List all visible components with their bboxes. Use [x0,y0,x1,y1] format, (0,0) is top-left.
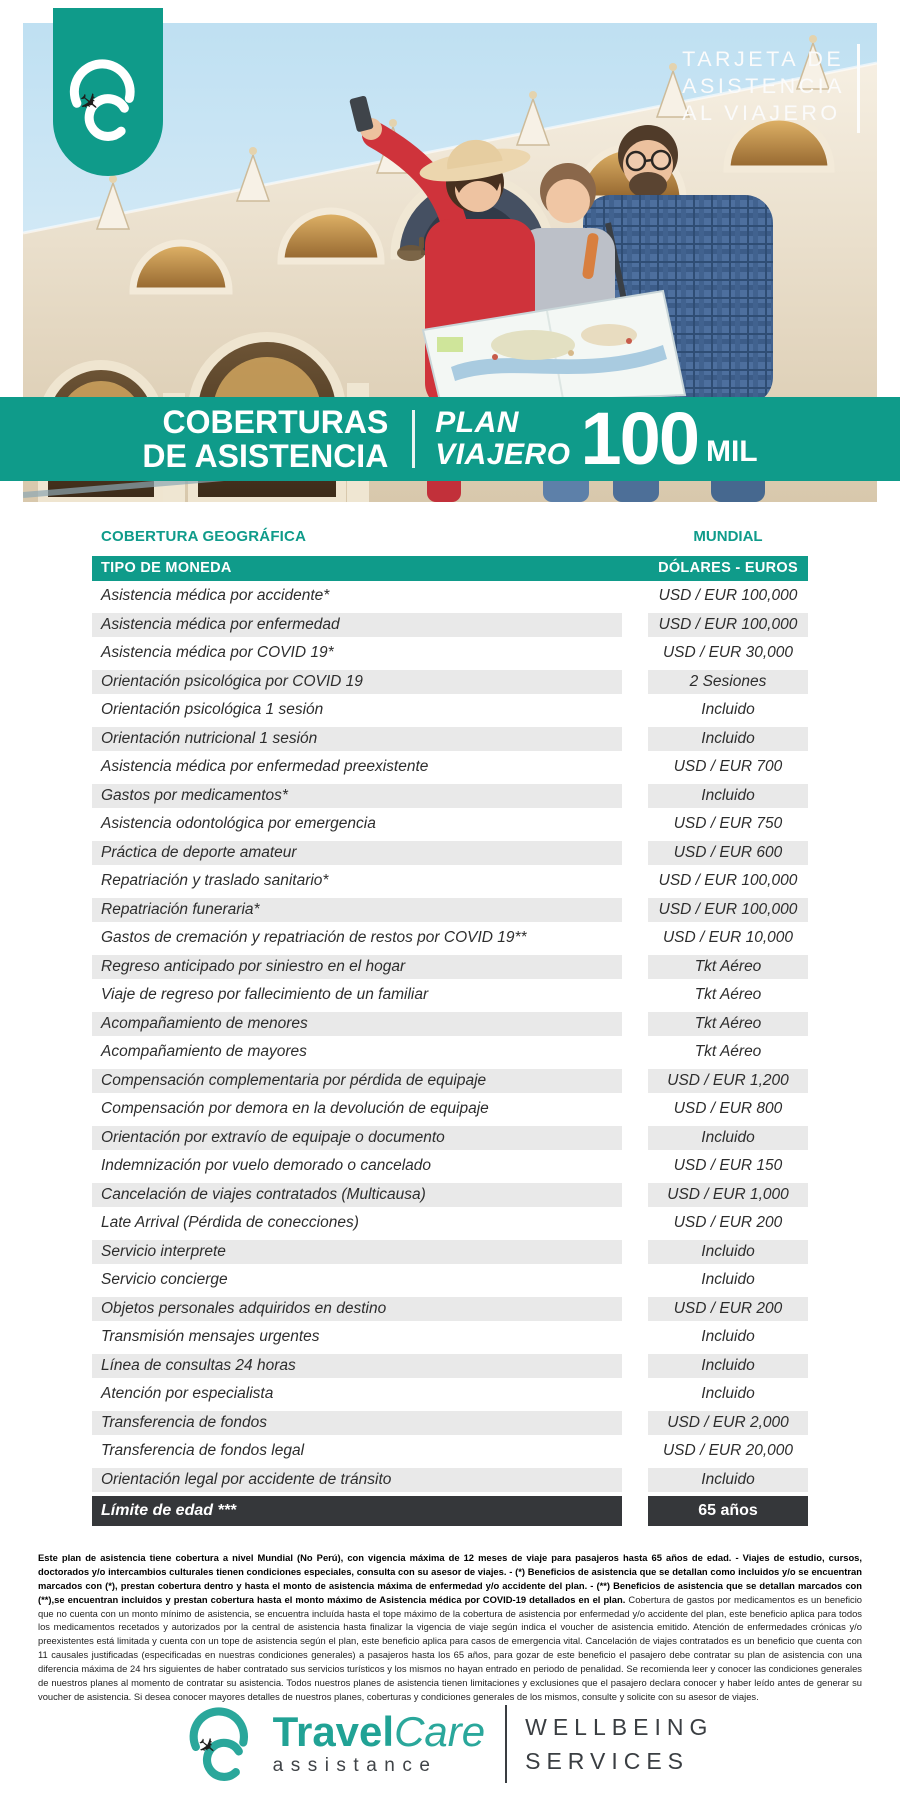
table-row [92,1211,808,1236]
footer-services [525,1710,713,1778]
table-row [92,1240,808,1265]
coverage-label: Límite de edad *** [92,1496,622,1526]
banner-title [142,405,388,473]
coverage-label: Atención por especialista [101,1385,274,1402]
banner-plan-line2: VIAJERO [435,438,571,471]
coverage-value: USD / EUR 200 [673,1214,783,1231]
coverage-label: Regreso anticipado por siniestro en el hogar [92,955,622,980]
coverage-label: Repatriación y traslado sanitario* [101,872,329,889]
coverage-value: 2 Sesiones [648,670,808,695]
coverage-value: Incluido [701,1271,755,1288]
footer-divider [505,1705,507,1783]
coverage-value: USD / EUR 700 [673,758,783,775]
coverage-value: USD / EUR 100,000 [658,872,798,889]
coverage-label: Orientación legal por accidente de tránsito [92,1468,622,1493]
coverage-value: USD / EUR 800 [673,1100,783,1117]
coverage-value: Tkt Aéreo [694,1043,762,1060]
coverage-label: Indemnización por vuelo demorado o cancelado [101,1157,432,1174]
coverage-value: Incluido [701,1385,755,1402]
travelcare-monogram-icon [67,52,149,148]
coverage-value: Tkt Aéreo [648,1012,808,1037]
coverage-label: Late Arrival (Pérdida de conecciones) [101,1214,359,1231]
footer-services-line: SERVICES [525,1748,690,1774]
table-row [92,1468,808,1493]
coverage-label: Transferencia de fondos [92,1411,622,1436]
banner-divider [412,410,415,468]
currency-label: TIPO DE MONEDA [101,560,232,576]
coverage-label: Servicio concierge [101,1271,228,1288]
table-row [92,1040,808,1065]
coverage-label: Orientación nutricional 1 sesión [92,727,622,752]
footer-wellbeing: WELLBEING [525,1714,714,1740]
coverage-value: USD / EUR 150 [673,1157,783,1174]
travelcare-badge [53,8,163,176]
tagline-line: AL VIAJERO [682,101,841,125]
coverage-label: Repatriación funeraria* [92,898,622,923]
table-row [92,1154,808,1179]
footer-logo [0,1700,900,1788]
geo-row [92,528,808,556]
tagline [682,44,860,133]
coverage-value: USD / EUR 200 [648,1297,808,1322]
coverage-value: USD / EUR 30,000 [662,644,794,661]
coverage-label: Compensación complementaria por pérdida de equipaje [92,1069,622,1094]
coverage-label: Viaje de regreso por fallecimiento de un familiar [101,986,429,1003]
table-row [92,1382,808,1407]
table-row [92,983,808,1008]
coverage-label: Línea de consultas 24 horas [92,1354,622,1379]
age-limit-row [92,1496,808,1526]
table-row [92,755,808,780]
geo-value: MUNDIAL [693,528,763,545]
coverage-label: Acompañamiento de mayores [101,1043,307,1060]
coverage-value: Incluido [648,1126,808,1151]
coverage-value: USD / EUR 20,000 [662,1442,794,1459]
banner-plan [435,407,570,471]
table-row [92,812,808,837]
coverage-value: Tkt Aéreo [694,986,762,1003]
plane-icon: ✈ [72,86,106,121]
table-row [92,1012,808,1037]
table-row [92,584,808,609]
table-row [92,613,808,638]
table-row [92,727,808,752]
table-row [92,1297,808,1322]
table-row [92,1411,808,1436]
coverage-label: Asistencia médica por accidente* [101,587,330,604]
coverage-value: Incluido [701,701,755,718]
coverage-value: Tkt Aéreo [648,955,808,980]
coverage-label: Acompañamiento de menores [92,1012,622,1037]
coverage-label: Transmisión mensajes urgentes [101,1328,320,1345]
table-row [92,670,808,695]
coverage-label: Asistencia médica por COVID 19* [101,644,334,661]
coverage-value: USD / EUR 2,000 [648,1411,808,1436]
coverage-label: Gastos por medicamentos* [92,784,622,809]
plane-icon: ✈ [191,1730,222,1762]
coverage-value: Incluido [701,1328,755,1345]
coverage-value: Incluido [648,1240,808,1265]
brand-assistance: assistance [272,1755,438,1776]
coverage-value: USD / EUR 10,000 [662,929,794,946]
coverage-label: Transferencia de fondos legal [101,1442,305,1459]
coverage-label: Cancelación de viajes contratados (Multicausa) [92,1183,622,1208]
table-row [92,784,808,809]
plan-amount-unit: MIL [705,435,758,468]
coverage-value: USD / EUR 100,000 [648,613,808,638]
coverage-label: Práctica de deporte amateur [92,841,622,866]
coverage-label: Orientación por extravío de equipaje o documento [92,1126,622,1151]
coverage-value: Incluido [648,1354,808,1379]
table-row [92,1268,808,1293]
coverage-value: USD / EUR 1,000 [648,1183,808,1208]
table-row [92,698,808,723]
table-row [92,841,808,866]
table-row [92,1183,808,1208]
coverage-value: USD / EUR 750 [673,815,783,832]
plan-amount: 100 [580,397,698,480]
coverage-label: Gastos de cremación y repatriación de restos por COVID 19** [101,929,527,946]
coverage-label: Asistencia odontológica por emergencia [101,815,376,832]
table-row [92,1126,808,1151]
brand-wordmark [272,1708,486,1777]
coverage-label: Orientación psicológica por COVID 19 [92,670,622,695]
coverage-value: USD / EUR 100,000 [658,587,798,604]
coverage-label: Asistencia médica por enfermedad [92,613,622,638]
travelcare-monogram-icon [187,1700,261,1788]
currency-value: DÓLARES - EUROS [658,560,798,576]
table-row [92,869,808,894]
coverage-value: Incluido [648,727,808,752]
brand-travel: Travel [272,1708,395,1755]
table-row [92,641,808,666]
coverage-label: Compensación por demora en la devolución de equipaje [101,1100,489,1117]
brand-care: Care [394,1708,486,1755]
banner-title-line2: DE ASISTENCIA [142,438,389,474]
coverage-value: Incluido [648,784,808,809]
coverage-rows [92,584,808,1526]
disclaimer-regular: Cobertura de gastos por medicamentos es un beneficio que no cuenta con un monto mínimo de asistencia, se encuentra incluída hasta el tope máximo de la cobertura de asistencia por enfermedad y/o accidente del plan, este beneficio aplica para todos los medicamentos recetados y autorizados por la central de asistencia hasta finalizar la vigencia de viaje según indica el voucher de asistencia emitido. Atención de enfermedades crónicas y/o preexistentes está limitada y cuenta con un tope de asistencia según el plan, este beneficio aplica para casos de emergencia vital. Cancelación de viajes contratados es un beneficio que cuenta con 11 causales justificadas (especificadas en nuestras condiciones generales) a pasajeros hasta los 65 años, para gozar de este beneficio el pasajero debe contratar su plan de asistencia con una diferencia máxima de 24 hrs siguientes de haber contratado sus servicios turísticos y los mismos no hayan entrado en periodo de penalidad. Se recomienda leer y conocer las condiciones generales de nuestros planes al momento de contratar su asistencia. Todos nuestros planes de asistencia tienen limitaciones y exclusiones que el pasajero declara conocer y haber leído antes de generar su voucher de asistencia. Si desea conocer mayores detalles de nuestros planes, coberturas y condiciones generales de los mismos, consulte y solicite con su asesor de viajes. [38,1593,863,1702]
coverage-value: USD / EUR 100,000 [648,898,808,923]
coverage-value: 65 años [648,1496,808,1526]
tagline-line: TARJETA DE [682,47,845,71]
table-row [92,926,808,951]
coverage-value: USD / EUR 1,200 [648,1069,808,1094]
disclaimer-bold: Este plan de asistencia tiene cobertura a nivel Mundial (No Perú), con vigencia máxima de 12 meses de viaje para pasajeros hasta 65 años de edad. - Viajes de estudio, cursos, doctorados y/o intercambios culturales tienen condiciones especiales, consulta con su asesor de viajes. - (*) Beneficios de asistencia que se detallan como incluidos y/o se encuentran marcados con (*), prestan cobertura dentro y hasta el monto de asistencia máxima de enfermedad y/o accidente del plan. - (**) Beneficios de asistencia que se detallan marcados con (**),se encuentran incluidos y prestan cobertura hasta el monto máximo de Asistencia médica por COVID-19 detallados en el plan. [38,1552,862,1605]
coverage-label: Servicio interprete [92,1240,622,1265]
coverage-value: Incluido [648,1468,808,1493]
table-row [92,955,808,980]
coverage-label: Objetos personales adquiridos en destino [92,1297,622,1322]
table-row [92,1354,808,1379]
table-row [92,1069,808,1094]
banner-plan-line1: PLAN [435,406,519,439]
table-row [92,1439,808,1464]
coverage-label: Asistencia médica por enfermedad preexistente [101,758,429,775]
currency-header-row [92,556,808,581]
coverage-table [92,528,808,1526]
table-row [92,1097,808,1122]
banner-title-line1: COBERTURAS [162,404,389,440]
coverage-value: USD / EUR 600 [648,841,808,866]
tagline-line: ASISTENCIA [682,74,845,98]
plan-banner [0,397,900,481]
legal-disclaimer [38,1551,862,1703]
table-row [92,1325,808,1350]
coverage-label: Orientación psicológica 1 sesión [101,701,324,718]
geo-label: COBERTURA GEOGRÁFICA [101,528,307,545]
table-row [92,898,808,923]
